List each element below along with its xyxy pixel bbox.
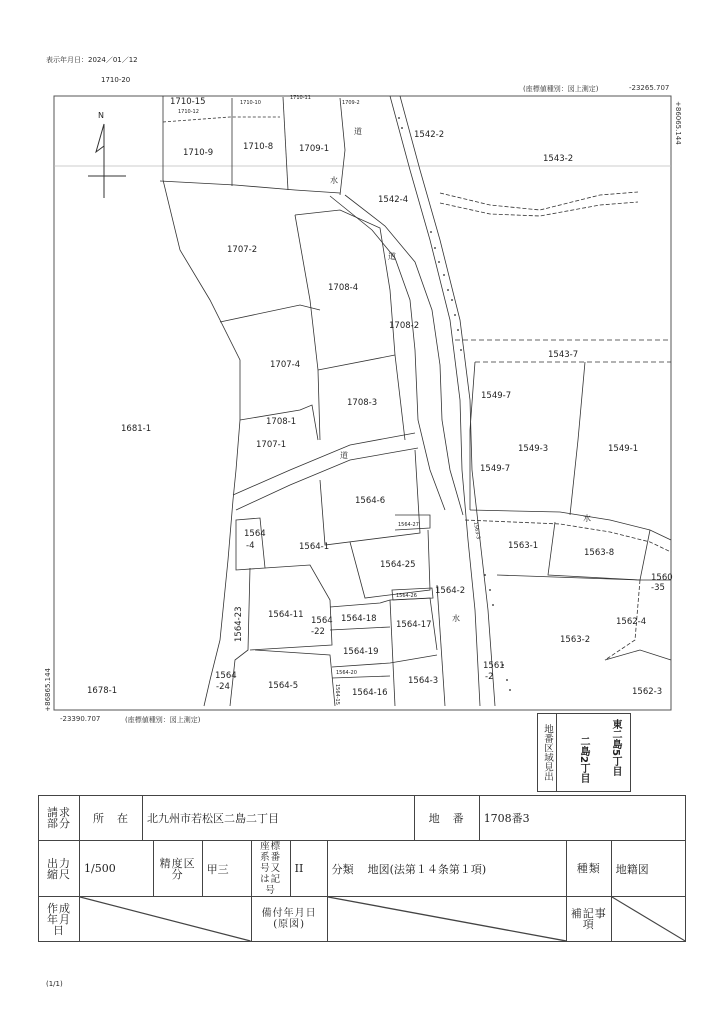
parcel-1564-22-a: 1564 xyxy=(311,616,333,626)
parcel-1549-1: 1549-1 xyxy=(608,444,639,454)
parcel-1708-2: 1708-2 xyxy=(389,321,420,331)
water-label: 水 xyxy=(330,176,338,185)
parcel-1710-15: 1710-15 xyxy=(170,97,206,107)
parcel-1564-16: 1564-16 xyxy=(352,688,388,698)
road-label: 道 xyxy=(388,252,396,261)
coord-note-bottom: (座標値種別：図上測定) xyxy=(125,716,201,724)
parcel-1710-8: 1710-8 xyxy=(243,142,274,152)
parcel-1564-23: 1564-23 xyxy=(234,606,244,642)
parcel-1562-4: 1562-4 xyxy=(616,617,647,627)
location-value: 北九州市若松区二島二丁目 xyxy=(143,796,415,841)
parcel-1560-35-b: -35 xyxy=(651,583,665,593)
parcel-1542-4: 1542-4 xyxy=(378,195,409,205)
parcel-1564-22-b: -22 xyxy=(311,627,325,637)
parcel-1564-4-a: 1564 xyxy=(244,529,266,539)
recorded-value-empty xyxy=(327,897,566,942)
parcel-1564-3: 1564-3 xyxy=(408,676,439,686)
parcel-1681-1: 1681-1 xyxy=(121,424,152,434)
scale-label: 出力縮尺 xyxy=(39,841,80,897)
parcel-1564-24-b: -24 xyxy=(216,682,230,692)
lot-value: 1708番3 xyxy=(479,796,685,841)
parcel-1708-1: 1708-1 xyxy=(266,417,297,427)
parcel-1709-1: 1709-1 xyxy=(299,144,330,154)
coord-system-label: 座標系番号又は記号 xyxy=(251,841,290,897)
lot-label: 地 番 xyxy=(414,796,479,841)
parcel-1560-35-a: 1560 xyxy=(651,573,673,583)
coord-right-vertical: +86065.144 xyxy=(674,101,682,145)
class-label: 分類 xyxy=(331,862,354,876)
road-label: 道 xyxy=(340,451,348,460)
parcel-1564-17: 1564-17 xyxy=(396,620,432,630)
area-index-inset xyxy=(537,713,631,792)
parcel-1564-4-b: -4 xyxy=(246,541,255,551)
parcel-1542-2: 1542-2 xyxy=(414,130,445,140)
request-label: 請求部分 xyxy=(39,796,80,841)
north-arrow-icon xyxy=(88,111,126,198)
parcel-1549-7: 1549-7 xyxy=(481,391,512,401)
parcel-1710-11: 1710-11 xyxy=(290,95,311,101)
parcel-1710-12: 1710-12 xyxy=(178,109,199,115)
parcel-1710-10: 1710-10 xyxy=(240,100,261,106)
parcel-1561-2-a: 1561 xyxy=(483,661,505,671)
inset-area-2: 東二島5丁目 xyxy=(610,719,621,776)
display-date: 表示年月日：2024／01／12 xyxy=(46,56,138,64)
parcel-1708-4: 1708-4 xyxy=(328,283,359,293)
supplement-value-empty xyxy=(611,897,685,942)
parcel-1707-1: 1707-1 xyxy=(256,440,287,450)
parcel-1707-2: 1707-2 xyxy=(227,245,258,255)
parcel-1564-25: 1564-25 xyxy=(380,560,416,570)
parcel-labels xyxy=(87,95,662,705)
parcel-1564-15: 1564-15 xyxy=(334,684,340,705)
parcel-1543-7: 1543-7 xyxy=(548,350,579,360)
water-label: 水 xyxy=(452,614,460,623)
parcel-1564-5: 1564-5 xyxy=(268,681,299,691)
precision-value: 甲三 xyxy=(202,841,251,897)
parcel-1564-6: 1564-6 xyxy=(355,496,386,506)
parcel-1564-24-a: 1564 xyxy=(215,671,237,681)
coord-system-value: II xyxy=(290,841,327,897)
parcel-1709-2: 1709-2 xyxy=(342,100,360,106)
coord-left-vertical: +86865.144 xyxy=(44,668,52,712)
parcel-1563-8: 1563-8 xyxy=(584,548,615,558)
top-parcel-label: 1710-20 xyxy=(101,76,131,84)
parcel-1564-26: 1564-26 xyxy=(396,593,417,599)
coord-bottom-left: -23390.707 xyxy=(60,715,101,723)
form-table xyxy=(38,795,686,942)
created-value-empty xyxy=(80,897,252,942)
page-indicator: (1/1) xyxy=(46,980,63,988)
parcel-1564-18: 1564-18 xyxy=(341,614,377,624)
type-label: 種類 xyxy=(566,841,611,897)
parcel-1708-3: 1708-3 xyxy=(347,398,378,408)
type-value: 地籍図 xyxy=(611,841,685,897)
location-label: 所 在 xyxy=(80,796,143,841)
survey-markers xyxy=(398,117,511,691)
coord-note-top: (座標値種別：図上測定) xyxy=(523,85,599,93)
parcel-1549-3: 1549-3 xyxy=(518,444,549,454)
road-label: 道 xyxy=(354,127,362,136)
parcel-1678-1: 1678-1 xyxy=(87,686,118,696)
parcel-1563-2: 1563-2 xyxy=(560,635,591,645)
classification xyxy=(327,841,566,897)
parcel-1564-19: 1564-19 xyxy=(343,647,379,657)
parcel-1543-2: 1543-2 xyxy=(543,154,574,164)
parcel-1563-3: 1563-3 xyxy=(472,521,482,540)
parcel-1549-7-b: 1549-7 xyxy=(480,464,511,474)
water-label: 水 xyxy=(583,514,591,523)
north-label: N xyxy=(98,111,104,120)
parcel-1561-2-b: -2 xyxy=(485,672,494,682)
inset-title: 地番区域見出 xyxy=(538,714,557,791)
parcel-1564-1: 1564-1 xyxy=(299,542,330,552)
parcel-1710-9: 1710-9 xyxy=(183,148,214,158)
parcel-1564-11: 1564-11 xyxy=(268,610,304,620)
parcel-1562-3: 1562-3 xyxy=(632,687,663,697)
coord-top-right: -23265.707 xyxy=(629,84,670,92)
parcel-1564-20: 1564-20 xyxy=(336,670,357,676)
scale-value: 1/500 xyxy=(80,841,154,897)
supplement-label: 補記事項 xyxy=(566,897,611,942)
parcel-1564-2: 1564-2 xyxy=(435,586,466,596)
recorded-label: 備付年月日(原図) xyxy=(251,897,327,942)
class-value: 地図(法第１４条第１項) xyxy=(367,862,487,876)
inset-area-1: 二島2丁目 xyxy=(578,736,589,783)
parcel-1707-4: 1707-4 xyxy=(270,360,301,370)
precision-label: 精度区分 xyxy=(153,841,202,897)
created-label: 作成年月日 xyxy=(39,897,80,942)
parcel-1564-27: 1564-27 xyxy=(398,522,419,528)
parcel-1563-1: 1563-1 xyxy=(508,541,539,551)
